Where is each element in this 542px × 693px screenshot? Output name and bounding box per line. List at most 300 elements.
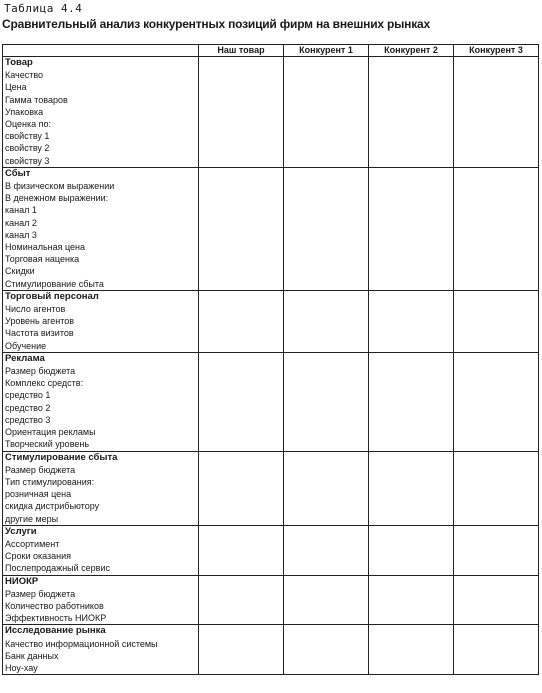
section-row <box>3 575 539 588</box>
row-label: Стимулирование сбыта <box>3 278 199 291</box>
table-row <box>3 180 539 192</box>
value-cell <box>284 365 369 377</box>
value-cell <box>199 662 284 675</box>
value-cell <box>369 142 454 154</box>
table-row <box>3 327 539 339</box>
row-label: Уровень агентов <box>3 315 199 327</box>
section-row <box>3 57 539 70</box>
table-row <box>3 94 539 106</box>
value-cell <box>199 253 284 265</box>
value-cell <box>454 365 539 377</box>
value-cell <box>284 167 369 180</box>
value-cell <box>199 167 284 180</box>
value-cell <box>199 488 284 500</box>
row-label: В денежном выражении: <box>3 192 199 204</box>
value-cell <box>284 562 369 575</box>
section-row <box>3 625 539 638</box>
value-cell <box>199 612 284 625</box>
value-cell <box>284 377 369 389</box>
value-cell <box>369 57 454 70</box>
row-label: Тип стимулирования: <box>3 476 199 488</box>
table-row <box>3 414 539 426</box>
value-cell <box>199 69 284 81</box>
value-cell <box>454 265 539 277</box>
value-cell <box>284 513 369 526</box>
table-row <box>3 377 539 389</box>
value-cell <box>284 118 369 130</box>
value-cell <box>284 327 369 339</box>
value-cell <box>199 180 284 192</box>
value-cell <box>369 650 454 662</box>
value-cell <box>369 612 454 625</box>
value-cell <box>199 142 284 154</box>
value-cell <box>369 538 454 550</box>
value-cell <box>199 81 284 93</box>
value-cell <box>284 575 369 588</box>
value-cell <box>454 69 539 81</box>
value-cell <box>284 303 369 315</box>
section-title: Исследование рынка <box>3 625 199 638</box>
value-cell <box>454 451 539 464</box>
value-cell <box>199 500 284 512</box>
value-cell <box>284 600 369 612</box>
comparison-table <box>2 44 539 675</box>
value-cell <box>454 217 539 229</box>
value-cell <box>199 265 284 277</box>
value-cell <box>369 476 454 488</box>
value-cell <box>369 290 454 303</box>
value-cell <box>369 525 454 538</box>
value-cell <box>454 130 539 142</box>
row-label: Номинальная цена <box>3 241 199 253</box>
row-label: Ассортимент <box>3 538 199 550</box>
value-cell <box>284 488 369 500</box>
row-label: Количество работников <box>3 600 199 612</box>
section-title: Стимулирование сбыта <box>3 451 199 464</box>
table-row <box>3 650 539 662</box>
table-title: Сравнительный анализ конкурентных позиций фирм на внешних рынках <box>2 17 430 31</box>
value-cell <box>369 402 454 414</box>
value-cell <box>199 476 284 488</box>
table-row <box>3 365 539 377</box>
value-cell <box>284 500 369 512</box>
table-row <box>3 612 539 625</box>
table-row <box>3 488 539 500</box>
value-cell <box>199 327 284 339</box>
value-cell <box>369 180 454 192</box>
value-cell <box>454 340 539 353</box>
row-label: другие меры <box>3 513 199 526</box>
row-label: Торговая наценка <box>3 253 199 265</box>
value-cell <box>369 414 454 426</box>
value-cell <box>369 662 454 675</box>
value-cell <box>199 130 284 142</box>
table-row <box>3 142 539 154</box>
value-cell <box>199 464 284 476</box>
table-row <box>3 253 539 265</box>
value-cell <box>369 638 454 650</box>
value-cell <box>454 438 539 451</box>
value-cell <box>199 525 284 538</box>
value-cell <box>284 290 369 303</box>
value-cell <box>454 575 539 588</box>
value-cell <box>369 130 454 142</box>
value-cell <box>284 69 369 81</box>
value-cell <box>199 650 284 662</box>
value-cell <box>369 550 454 562</box>
value-cell <box>369 600 454 612</box>
value-cell <box>369 69 454 81</box>
value-cell <box>199 402 284 414</box>
value-cell <box>454 229 539 241</box>
value-cell <box>284 229 369 241</box>
table-row <box>3 315 539 327</box>
value-cell <box>369 625 454 638</box>
value-cell <box>284 438 369 451</box>
value-cell <box>199 217 284 229</box>
table-row <box>3 662 539 675</box>
value-cell <box>454 638 539 650</box>
value-cell <box>284 402 369 414</box>
row-label: розничная цена <box>3 488 199 500</box>
value-cell <box>284 625 369 638</box>
section-row <box>3 525 539 538</box>
row-label: Качество <box>3 69 199 81</box>
row-label: скидка дистрибьютору <box>3 500 199 512</box>
value-cell <box>284 155 369 168</box>
row-label: Размер бюджета <box>3 588 199 600</box>
value-cell <box>284 650 369 662</box>
table-body <box>3 57 539 675</box>
value-cell <box>199 575 284 588</box>
value-cell <box>284 389 369 401</box>
value-cell <box>369 327 454 339</box>
value-cell <box>454 106 539 118</box>
section-row <box>3 451 539 464</box>
value-cell <box>369 340 454 353</box>
section-title: Сбыт <box>3 167 199 180</box>
value-cell <box>284 525 369 538</box>
value-cell <box>454 625 539 638</box>
value-cell <box>369 389 454 401</box>
value-cell <box>454 612 539 625</box>
value-cell <box>369 575 454 588</box>
value-cell <box>284 352 369 365</box>
row-label: канал 2 <box>3 217 199 229</box>
row-label: Банк данных <box>3 650 199 662</box>
value-cell <box>369 278 454 291</box>
table-row <box>3 340 539 353</box>
value-cell <box>199 438 284 451</box>
table-row <box>3 303 539 315</box>
table-row <box>3 217 539 229</box>
value-cell <box>199 278 284 291</box>
value-cell <box>284 662 369 675</box>
value-cell <box>369 464 454 476</box>
value-cell <box>284 315 369 327</box>
value-cell <box>199 241 284 253</box>
value-cell <box>369 106 454 118</box>
value-cell <box>284 414 369 426</box>
value-cell <box>454 327 539 339</box>
table-row <box>3 638 539 650</box>
table-row <box>3 130 539 142</box>
value-cell <box>199 155 284 168</box>
section-title: Торговый персонал <box>3 290 199 303</box>
value-cell <box>284 180 369 192</box>
table-caption: Таблица 4.4 <box>4 2 83 15</box>
value-cell <box>284 142 369 154</box>
value-cell <box>369 229 454 241</box>
row-label: Ориентация рекламы <box>3 426 199 438</box>
row-label: Комплекс средств: <box>3 377 199 389</box>
value-cell <box>284 265 369 277</box>
value-cell <box>454 377 539 389</box>
header-row <box>3 45 539 57</box>
value-cell <box>454 241 539 253</box>
table-row <box>3 81 539 93</box>
row-label: Ноу-хау <box>3 662 199 675</box>
value-cell <box>369 500 454 512</box>
value-cell <box>284 81 369 93</box>
value-cell <box>454 464 539 476</box>
section-title: Услуги <box>3 525 199 538</box>
value-cell <box>369 303 454 315</box>
value-cell <box>284 106 369 118</box>
row-label: Послепродажный сервис <box>3 562 199 575</box>
value-cell <box>369 241 454 253</box>
value-cell <box>284 192 369 204</box>
table-row <box>3 600 539 612</box>
value-cell <box>454 538 539 550</box>
value-cell <box>454 303 539 315</box>
row-label: Упаковка <box>3 106 199 118</box>
value-cell <box>454 662 539 675</box>
table-row <box>3 106 539 118</box>
row-label: Оценка по: <box>3 118 199 130</box>
row-label: свойству 1 <box>3 130 199 142</box>
table-row <box>3 278 539 291</box>
value-cell <box>369 253 454 265</box>
section-title: НИОКР <box>3 575 199 588</box>
row-label: Размер бюджета <box>3 365 199 377</box>
table-row <box>3 500 539 512</box>
header-cell-competitor-1: Конкурент 1 <box>284 45 369 57</box>
value-cell <box>369 118 454 130</box>
table-row <box>3 464 539 476</box>
value-cell <box>199 600 284 612</box>
value-cell <box>199 315 284 327</box>
value-cell <box>284 278 369 291</box>
value-cell <box>284 94 369 106</box>
table-row <box>3 588 539 600</box>
row-label: свойству 2 <box>3 142 199 154</box>
value-cell <box>454 315 539 327</box>
value-cell <box>284 612 369 625</box>
value-cell <box>454 57 539 70</box>
value-cell <box>284 550 369 562</box>
row-label: Обучение <box>3 340 199 353</box>
value-cell <box>199 365 284 377</box>
value-cell <box>284 426 369 438</box>
value-cell <box>284 217 369 229</box>
table-row <box>3 562 539 575</box>
value-cell <box>454 142 539 154</box>
value-cell <box>454 94 539 106</box>
value-cell <box>454 650 539 662</box>
value-cell <box>199 562 284 575</box>
table-row <box>3 550 539 562</box>
row-label: Частота визитов <box>3 327 199 339</box>
table-row <box>3 241 539 253</box>
header-cell-our-product: Наш товар <box>199 45 284 57</box>
value-cell <box>454 500 539 512</box>
value-cell <box>454 253 539 265</box>
value-cell <box>369 155 454 168</box>
table-row <box>3 426 539 438</box>
table-row <box>3 118 539 130</box>
value-cell <box>199 94 284 106</box>
value-cell <box>199 192 284 204</box>
value-cell <box>454 290 539 303</box>
value-cell <box>454 192 539 204</box>
section-row <box>3 352 539 365</box>
value-cell <box>369 562 454 575</box>
value-cell <box>199 290 284 303</box>
value-cell <box>284 451 369 464</box>
value-cell <box>369 365 454 377</box>
value-cell <box>454 155 539 168</box>
section-row <box>3 290 539 303</box>
value-cell <box>199 57 284 70</box>
header-cell-blank <box>3 45 199 57</box>
value-cell <box>284 241 369 253</box>
value-cell <box>454 402 539 414</box>
value-cell <box>454 513 539 526</box>
value-cell <box>199 588 284 600</box>
value-cell <box>369 451 454 464</box>
value-cell <box>284 476 369 488</box>
value-cell <box>454 426 539 438</box>
row-label: Гамма товаров <box>3 94 199 106</box>
section-row <box>3 167 539 180</box>
value-cell <box>454 476 539 488</box>
value-cell <box>369 438 454 451</box>
table-row <box>3 265 539 277</box>
row-label: Творческий уровень <box>3 438 199 451</box>
value-cell <box>284 57 369 70</box>
value-cell <box>369 588 454 600</box>
table-row <box>3 69 539 81</box>
value-cell <box>369 315 454 327</box>
value-cell <box>199 352 284 365</box>
value-cell <box>284 638 369 650</box>
value-cell <box>199 229 284 241</box>
value-cell <box>454 600 539 612</box>
table-row <box>3 438 539 451</box>
value-cell <box>454 588 539 600</box>
row-label: средство 3 <box>3 414 199 426</box>
value-cell <box>199 550 284 562</box>
table-row <box>3 389 539 401</box>
value-cell <box>369 204 454 216</box>
value-cell <box>454 389 539 401</box>
value-cell <box>199 106 284 118</box>
value-cell <box>199 377 284 389</box>
value-cell <box>454 414 539 426</box>
header-cell-competitor-3: Конкурент 3 <box>454 45 539 57</box>
value-cell <box>199 426 284 438</box>
value-cell <box>284 588 369 600</box>
row-label: канал 3 <box>3 229 199 241</box>
value-cell <box>199 451 284 464</box>
table-row <box>3 192 539 204</box>
row-label: Цена <box>3 81 199 93</box>
section-title: Реклама <box>3 352 199 365</box>
table-row <box>3 229 539 241</box>
value-cell <box>199 303 284 315</box>
value-cell <box>454 204 539 216</box>
value-cell <box>199 625 284 638</box>
value-cell <box>284 253 369 265</box>
value-cell <box>199 638 284 650</box>
table-row <box>3 204 539 216</box>
value-cell <box>199 340 284 353</box>
value-cell <box>369 426 454 438</box>
table-row <box>3 402 539 414</box>
value-cell <box>284 340 369 353</box>
value-cell <box>199 118 284 130</box>
row-label: Скидки <box>3 265 199 277</box>
value-cell <box>199 389 284 401</box>
value-cell <box>369 167 454 180</box>
row-label: свойству 3 <box>3 155 199 168</box>
value-cell <box>369 81 454 93</box>
value-cell <box>369 513 454 526</box>
value-cell <box>369 265 454 277</box>
table-row <box>3 476 539 488</box>
value-cell <box>454 352 539 365</box>
value-cell <box>454 525 539 538</box>
row-label: Число агентов <box>3 303 199 315</box>
value-cell <box>369 488 454 500</box>
value-cell <box>284 130 369 142</box>
value-cell <box>284 538 369 550</box>
value-cell <box>369 217 454 229</box>
row-label: Качество информационной системы <box>3 638 199 650</box>
value-cell <box>369 94 454 106</box>
value-cell <box>454 81 539 93</box>
value-cell <box>369 377 454 389</box>
table-row <box>3 155 539 168</box>
value-cell <box>454 167 539 180</box>
value-cell <box>454 118 539 130</box>
value-cell <box>454 180 539 192</box>
value-cell <box>199 414 284 426</box>
row-label: Эффективность НИОКР <box>3 612 199 625</box>
value-cell <box>454 562 539 575</box>
value-cell <box>284 204 369 216</box>
section-title: Товар <box>3 57 199 70</box>
row-label: средство 2 <box>3 402 199 414</box>
row-label: Сроки оказания <box>3 550 199 562</box>
value-cell <box>454 488 539 500</box>
row-label: канал 1 <box>3 204 199 216</box>
value-cell <box>369 192 454 204</box>
value-cell <box>199 538 284 550</box>
value-cell <box>199 513 284 526</box>
value-cell <box>284 464 369 476</box>
